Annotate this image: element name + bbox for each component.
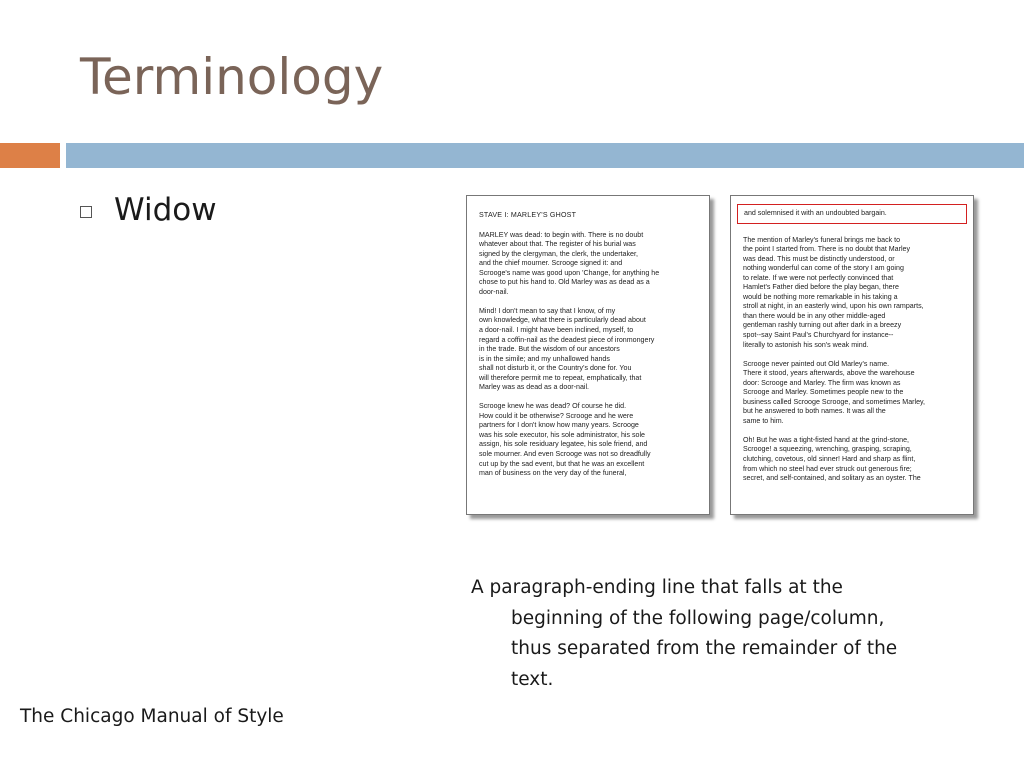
caption-line: beginning of the following page/column, <box>511 607 885 629</box>
widow-definition <box>471 573 951 695</box>
text-line: Scrooge knew he was dead? Of course he did. <box>479 402 627 411</box>
text-line: Scrooge's name was good upon 'Change, for anything he <box>479 268 660 277</box>
page-paragraph <box>743 436 961 484</box>
page-paragraph <box>479 307 697 393</box>
text-line: but he answered to both names. It was all the <box>743 407 886 416</box>
text-line: was his sole executor, his sole administrator, his sole <box>479 430 645 439</box>
page-paragraph <box>743 360 961 427</box>
caption-line: A paragraph-ending line that falls at the <box>471 577 843 598</box>
text-line: Marley was as dead as a door-nail. <box>479 383 590 392</box>
source-credit: The Chicago Manual of Style <box>20 706 284 727</box>
text-line: Scrooge! a squeezing, wrenching, grasping, scraping, <box>743 445 912 454</box>
text-line: There it stood, years afterwards, above the warehouse <box>743 369 915 378</box>
text-line: nothing wonderful can come of the story I am going <box>743 264 904 273</box>
square-bullet-icon <box>80 206 92 218</box>
text-line: Oh! But he was a tight-fisted hand at the grind-stone, <box>743 435 910 444</box>
text-line: is in the simile; and my unhallowed hands <box>479 354 610 363</box>
example-page-right <box>730 195 974 515</box>
text-line: same to him. <box>743 416 784 425</box>
page-paragraph <box>479 402 697 478</box>
text-line: a door-nail. I might have been inclined, myself, to <box>479 325 634 334</box>
text-line: door-nail. <box>479 287 509 296</box>
text-line: was dead. This must be distinctly understood, or <box>743 254 895 263</box>
text-line: spot--say Saint Paul's Churchyard for instance-- <box>743 331 894 340</box>
header-band-orange <box>0 143 60 168</box>
text-line: stroll at night, in an easterly wind, upon his own ramparts, <box>743 302 924 311</box>
text-line: sole mourner. And even Scrooge was not so dreadfully <box>479 450 651 459</box>
page-paragraph <box>743 236 961 351</box>
caption-line: thus separated from the remainder of the <box>511 638 898 659</box>
text-line: clutching, covetous, old sinner! Hard and sharp as flint, <box>743 455 916 464</box>
widow-line-highlight: and solemnised it with an undoubted bargain. <box>737 204 967 224</box>
text-line: The mention of Marley's funeral brings me back to <box>743 235 901 244</box>
text-line: whatever about that. The register of his burial was <box>479 240 636 249</box>
text-line: door: Scrooge and Marley. The firm was known as <box>743 378 901 387</box>
right-page-body <box>743 236 961 484</box>
bullet-item <box>80 192 217 228</box>
text-line: man of business on the very day of the funeral, <box>479 469 627 478</box>
text-line: signed by the clergyman, the clerk, the undertaker, <box>479 249 638 258</box>
text-line: own knowledge, what there is particularly dead about <box>479 316 646 325</box>
text-line: would be nothing more remarkable in his taking a <box>743 292 898 301</box>
text-line: the point I started from. There is no doubt that Marley <box>743 245 911 254</box>
text-line: secret, and self-contained, and solitary as an oyster. The <box>743 474 921 483</box>
bullet-text: Widow <box>114 192 217 228</box>
text-line: MARLEY was dead: to begin with. There is no doubt <box>479 230 644 239</box>
example-page-left <box>466 195 710 515</box>
text-line: cut up by the sad event, but that he was an excellent <box>479 459 645 468</box>
text-line: regard a coffin-nail as the deadest piece of ironmongery <box>479 335 655 344</box>
header-band-blue <box>66 143 1024 168</box>
page-paragraph <box>479 231 697 298</box>
text-line: business called Scrooge Scrooge, and sometimes Marley, <box>743 397 926 406</box>
text-line: to relate. If we were not perfectly convinced that <box>743 273 894 282</box>
caption-line: text. <box>511 668 554 690</box>
page-heading: STAVE I: MARLEY'S GHOST <box>479 211 577 219</box>
text-line: will therefore permit me to repeat, emphatically, that <box>479 373 642 382</box>
text-line: How could it be otherwise? Scrooge and he were <box>479 411 634 420</box>
text-line: chose to put his hand to. Old Marley was as dead as a <box>479 278 650 287</box>
text-line: Scrooge and Marley. Sometimes people new to the <box>743 388 904 397</box>
text-line: Mind! I don't mean to say that I know, of my <box>479 306 616 315</box>
text-line: shall not disturb it, or the Country's done for. You <box>479 364 632 373</box>
text-line: than there would be in any other middle-aged <box>743 311 886 320</box>
text-line: in the trade. But the wisdom of our ancestors <box>479 345 620 354</box>
text-line: gentleman rashly turning out after dark in a breezy <box>743 321 902 330</box>
text-line: and the chief mourner. Scrooge signed it: and <box>479 259 623 268</box>
text-line: Scrooge never painted out Old Marley's name. <box>743 359 890 368</box>
text-line: partners for I don't know how many years. Scrooge <box>479 421 639 430</box>
text-line: literally to astonish his son's weak mind. <box>743 340 869 349</box>
text-line: assign, his sole residuary legatee, his sole friend, and <box>479 440 648 449</box>
text-line: Hamlet's Father died before the play began, there <box>743 283 899 292</box>
text-line: from which no steel had ever struck out generous fire; <box>743 464 912 473</box>
slide-title: Terminology <box>80 48 384 106</box>
left-page-body <box>479 231 697 479</box>
